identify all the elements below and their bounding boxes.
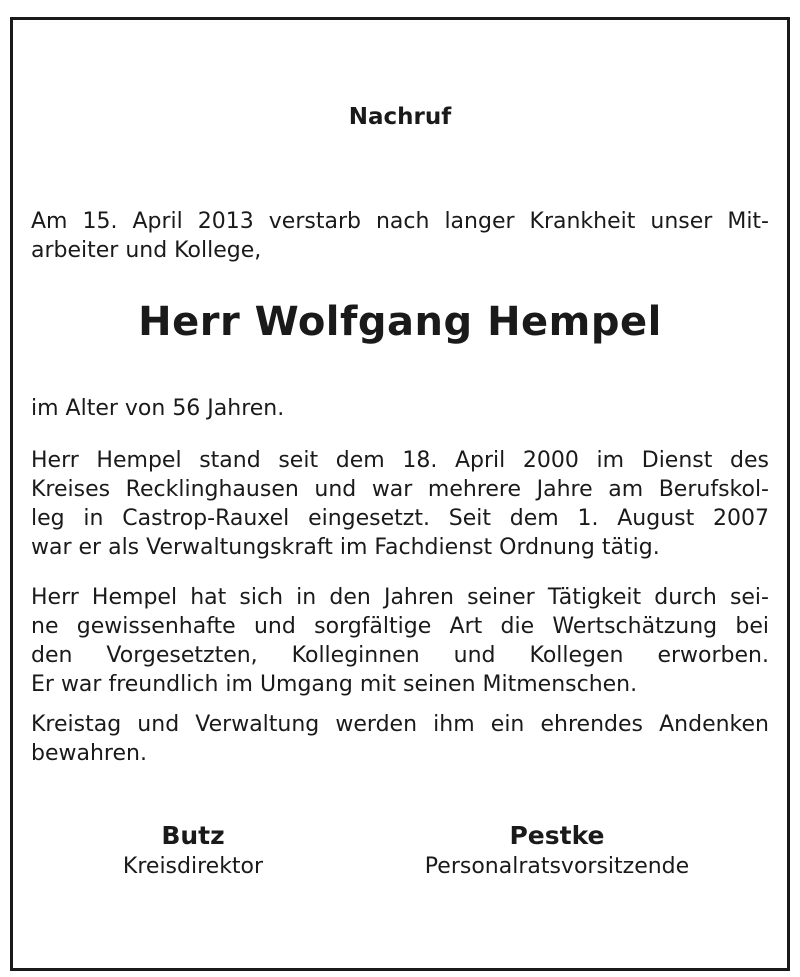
signatory-name: Butz xyxy=(161,821,225,850)
signatory-name: Pestke xyxy=(509,821,605,850)
text-line: Am 15. April 2013 verstarb nach langer Krankheit unser Mit- xyxy=(31,209,769,234)
age-paragraph xyxy=(31,394,769,423)
signatory-role: Kreisdirektor xyxy=(122,854,264,879)
text-line: ne gewissenhafte und sorgfältige Art die Wertschätzung bei xyxy=(31,614,769,639)
closing-paragraph xyxy=(31,710,769,768)
text-line: Kreises Recklinghausen und war mehrere Jahre am Berufskol- xyxy=(31,477,769,502)
notice-heading: Nachruf xyxy=(348,104,452,130)
career-paragraph xyxy=(31,446,769,562)
text-line: im Alter von 56 Jahren. xyxy=(31,396,285,421)
signatory-role: Personalratsvorsitzende xyxy=(424,854,690,879)
signatory-butz xyxy=(93,820,293,882)
text-line: arbeiter und Kollege, xyxy=(31,238,262,263)
text-line: bewahren. xyxy=(31,741,147,766)
text-line: Er war freundlich im Umgang mit seinen Mitmenschen. xyxy=(31,672,638,697)
text-line: Kreistag und Verwaltung werden ihm ein ehrendes Andenken xyxy=(31,712,769,737)
signatory-pestke xyxy=(387,820,727,882)
intro-paragraph xyxy=(31,207,769,265)
text-line: Herr Hempel stand seit dem 18. April 2000 im Dienst des xyxy=(31,448,769,473)
tribute-paragraph xyxy=(31,583,769,699)
text-line: leg in Castrop-Rauxel eingesetzt. Seit dem 1. August 2007 xyxy=(31,506,769,531)
notice-border xyxy=(10,17,790,971)
deceased-name: Herr Wolfgang Hempel xyxy=(138,299,662,345)
text-line: war er als Verwaltungskraft im Fachdienst Ordnung tätig. xyxy=(31,535,660,560)
text-line: Herr Hempel hat sich in den Jahren seiner Tätigkeit durch sei- xyxy=(31,585,769,610)
text-line: den Vorgesetzten, Kolleginnen und Kollegen erworben. xyxy=(31,643,769,668)
